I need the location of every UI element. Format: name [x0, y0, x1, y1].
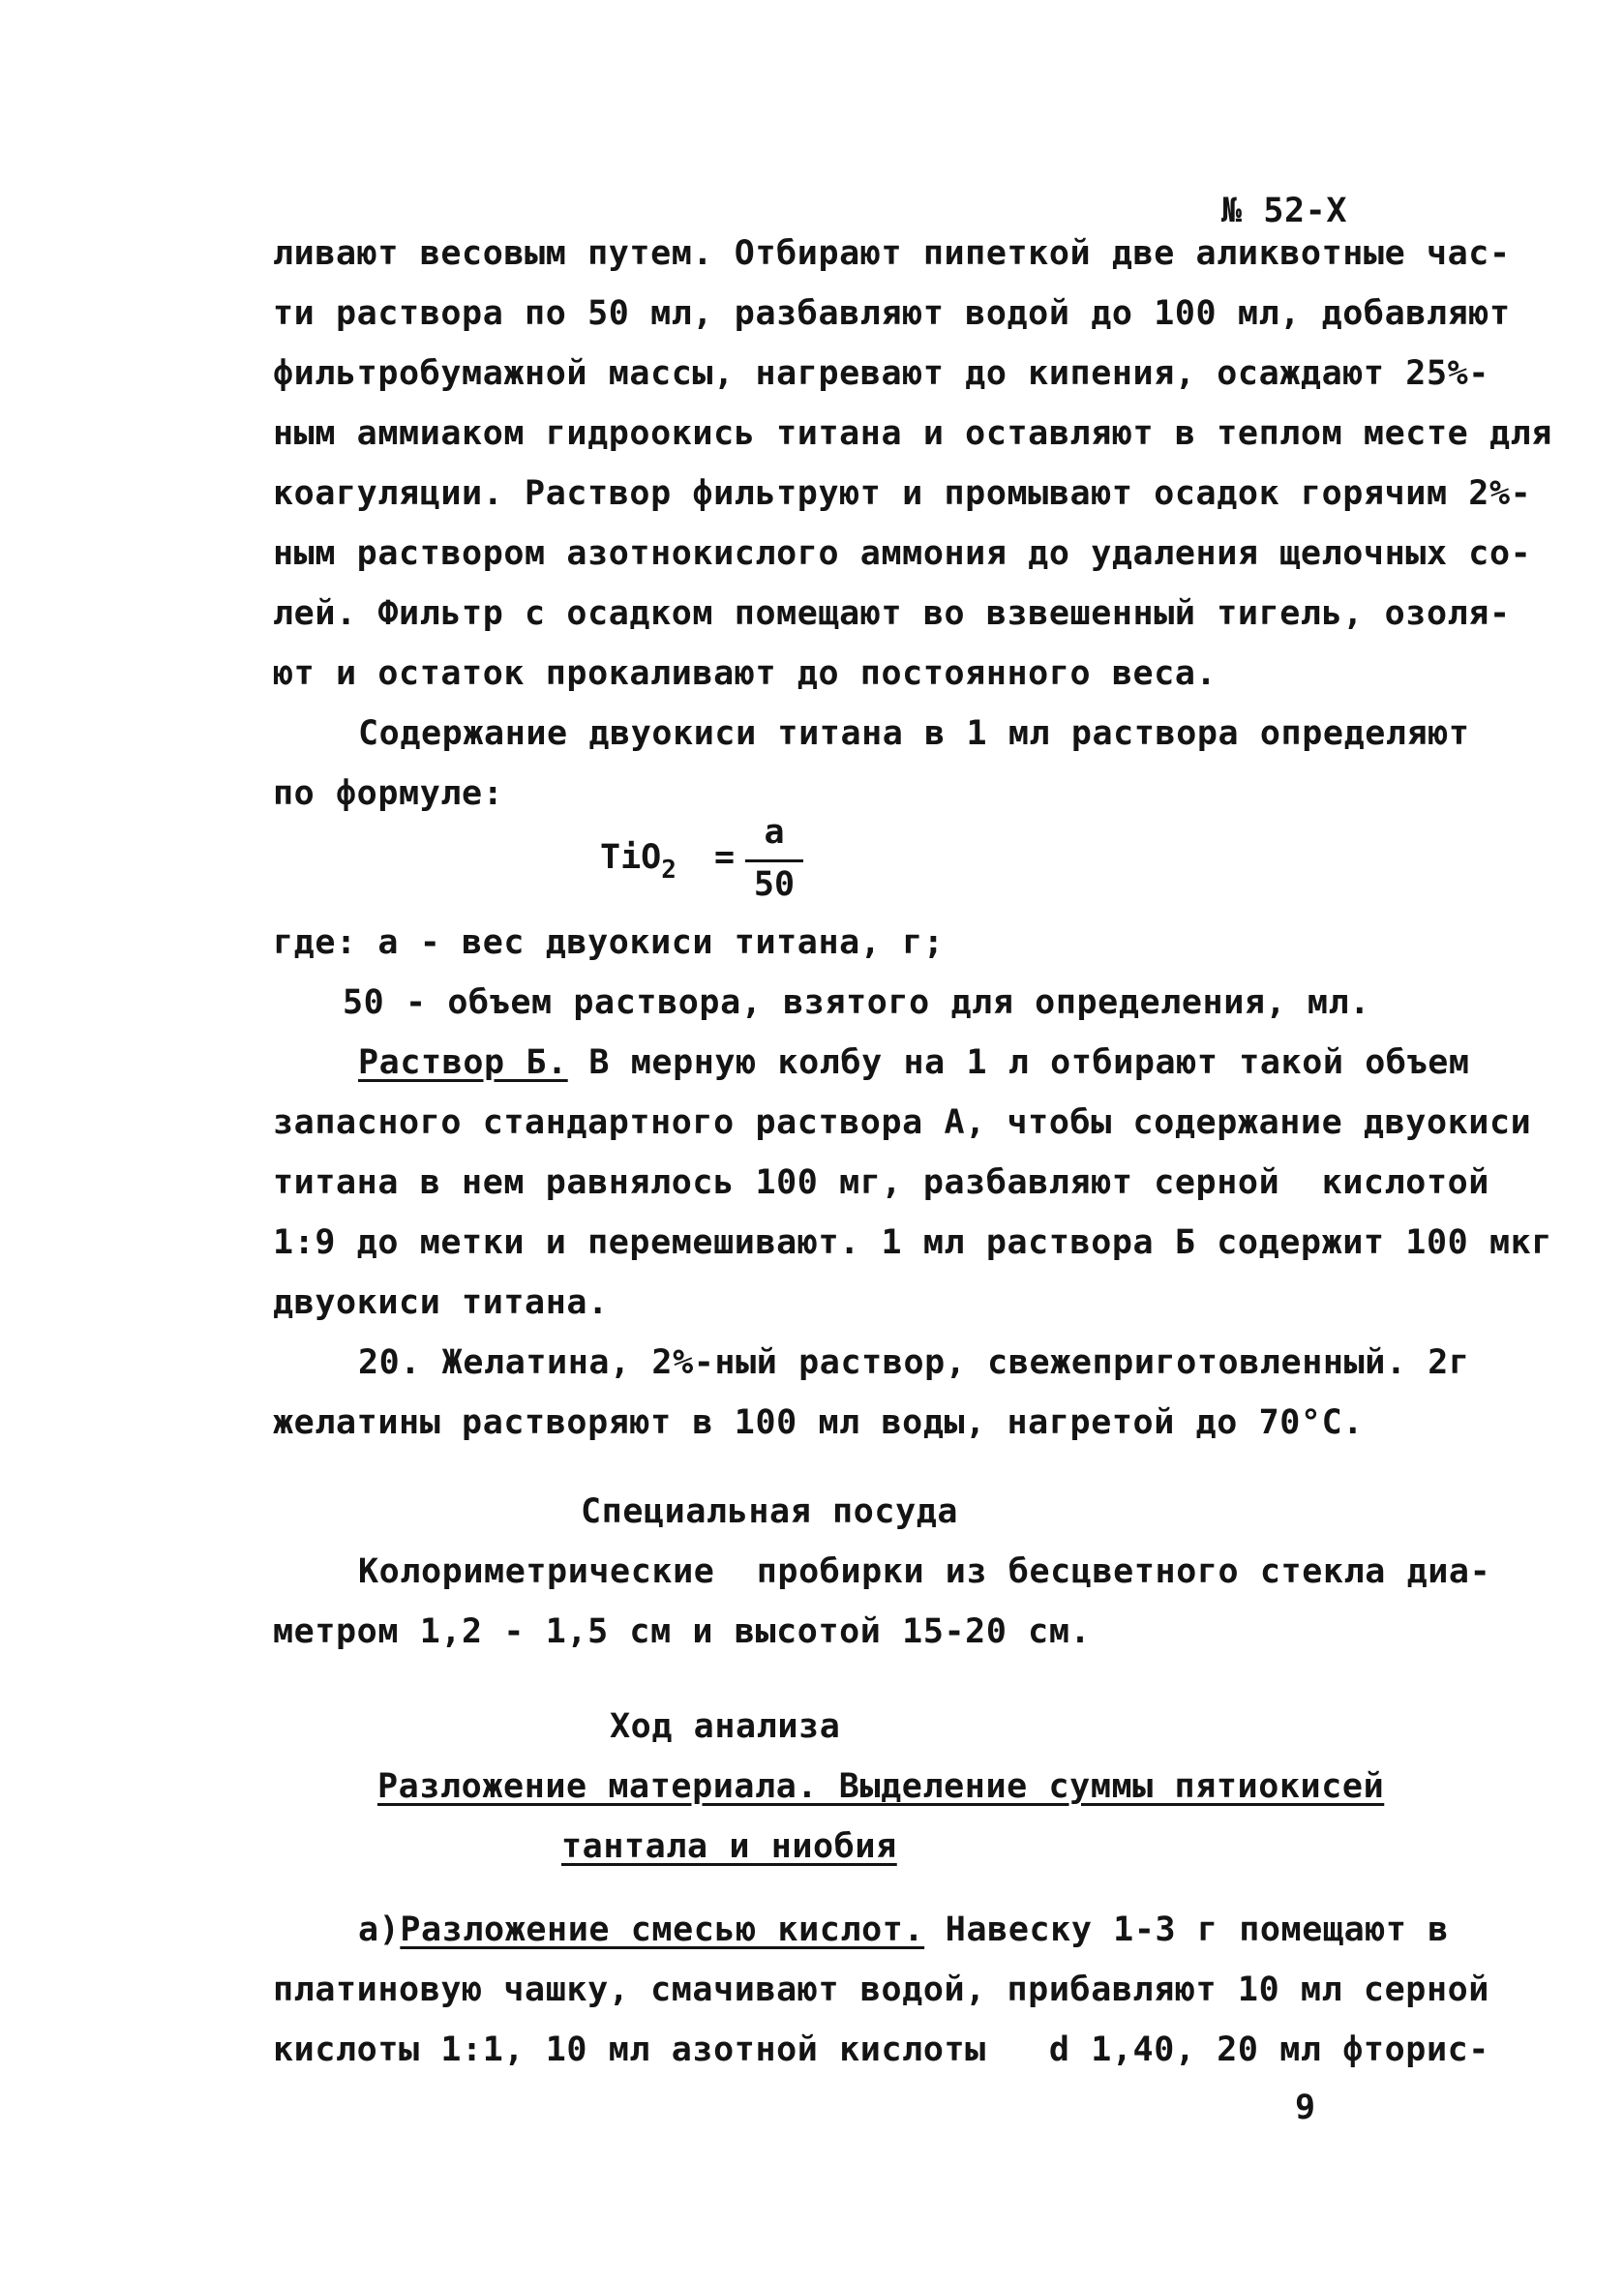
paragraph-line: 1:9 до метки и перемешивают. 1 мл раствора Б содержит 100 мкг: [273, 1223, 1552, 1262]
paragraph-line: Содержание двуокиси титана в 1 мл раствора определяют: [358, 714, 1470, 753]
paragraph-line: ным раствором азотнокислого аммония до удаления щелочных со-: [273, 534, 1532, 573]
section-heading-analysis: Ход анализа: [610, 1707, 841, 1746]
paragraph-line: ют и остаток прокаливают до постоянного веса.: [273, 654, 1218, 693]
formula-denominator: 50: [753, 865, 796, 904]
paragraph-line: 20. Желатина, 2%-ный раствор, свежеприготовленный. 2г: [358, 1343, 1470, 1382]
where-line: где: а - вес двуокиси титана, г;: [273, 923, 945, 962]
formula-lhs: TiO$_2$: [600, 838, 677, 885]
where-line: 50 - объем раствора, взятого для определения, мл.: [343, 983, 1370, 1022]
paragraph-line: кислоты 1:1, 10 мл азотной кислоты d 1,40, 20 мл фторис-: [273, 2030, 1489, 2069]
paragraph-line: запасного стандартного раствора А, чтобы содержание двуокиси: [273, 1103, 1532, 1142]
paragraph-line: двуокиси титана.: [273, 1283, 609, 1322]
paragraph-line: фильтробумажной массы, нагревают до кипения, осаждают 25%-: [273, 354, 1489, 393]
subheading-decomposition: Разложение материала. Выделение суммы пятиокисей: [377, 1767, 1385, 1806]
paragraph-a-title: Разложение смесью кислот.: [400, 1910, 925, 1949]
formula-subscript: 2: [661, 856, 677, 885]
paragraph-line: ным аммиаком гидроокись титана и оставляют в теплом месте для: [273, 414, 1552, 453]
fraction-bar: [745, 859, 803, 862]
paragraph-line: по формуле:: [273, 774, 504, 813]
paragraph-line: лей. Фильтр с осадком помещают во взвешенный тигель, озоля-: [273, 594, 1511, 633]
solution-b-first-line: Раствор Б. В мерную колбу на 1 л отбирают такой объем: [358, 1043, 1470, 1082]
paragraph-line: желатины растворяют в 100 мл воды, нагретой до 70°С.: [273, 1403, 1364, 1442]
formula-numerator: а: [764, 813, 785, 852]
formula-equals: =: [714, 838, 736, 877]
section-heading-glassware: Специальная посуда: [581, 1492, 959, 1531]
paragraph-line: ливают весовым путем. Отбирают пипеткой две аликвотные час-: [273, 234, 1511, 273]
paragraph-line: коагуляции. Раствор фильтруют и промывают осадок горячим 2%-: [273, 474, 1532, 513]
paragraph-line: метром 1,2 - 1,5 см и высотой 15-20 см.: [273, 1612, 1092, 1651]
paragraph-line: титана в нем равнялось 100 мг, разбавляют серной кислотой: [273, 1163, 1489, 1202]
solution-b-title: Раствор Б.: [358, 1043, 568, 1082]
subheading-decomposition-2: тантала и ниобия: [561, 1827, 897, 1866]
paragraph-a-first-line: а)Разложение смесью кислот. Навеску 1-3 г помещают в: [358, 1910, 1449, 1949]
formula: [600, 813, 813, 919]
document-number: № 52-Х: [1221, 192, 1348, 230]
page-number: 9: [1295, 2089, 1316, 2127]
paragraph-line: платиновую чашку, смачивают водой, прибавляют 10 мл серной: [273, 1970, 1489, 2009]
paragraph-line: Колориметрические пробирки из бесцветного стекла диа-: [358, 1552, 1491, 1591]
paragraph-line: ти раствора по 50 мл, разбавляют водой до 100 мл, добавляют: [273, 294, 1511, 333]
